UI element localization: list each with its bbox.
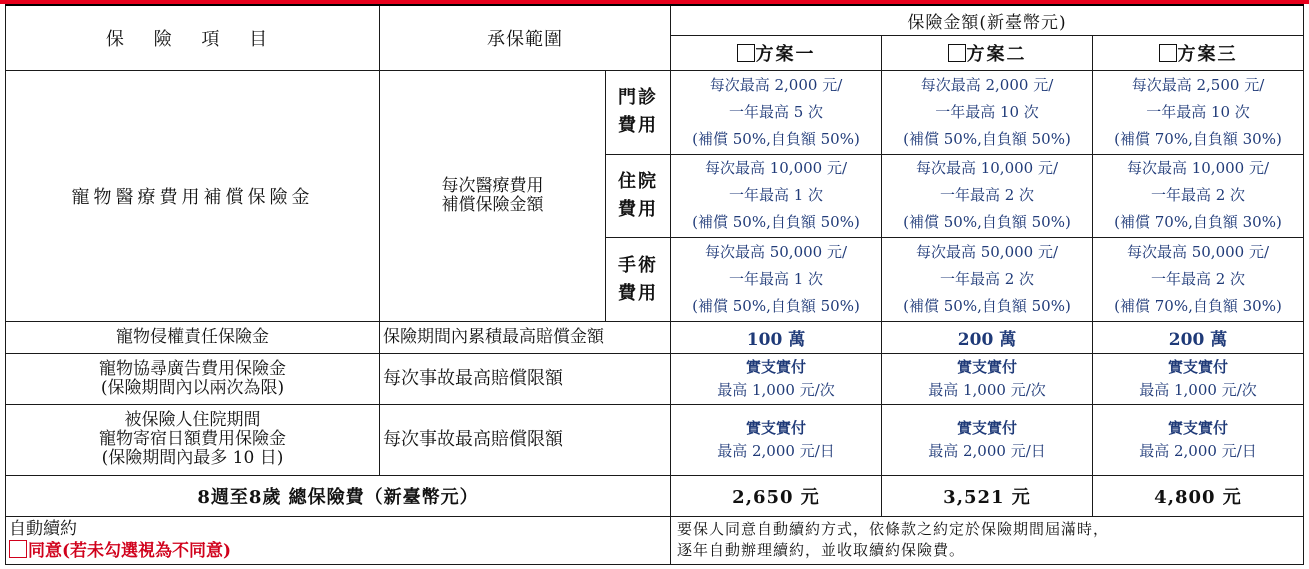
inpatient-label-line2: 費用 (618, 198, 658, 220)
checkbox-plan-2[interactable] (948, 44, 966, 62)
medical-outpatient-row (6, 70, 1304, 154)
plan-3-label: 方案三 (1177, 43, 1238, 65)
boarding-plan-3-line2: 最高 2,000 元/日 (1139, 441, 1257, 460)
surgery-plan-1-line1: 每次最高 50,000 元/ (704, 243, 848, 262)
inpatient-label-line1: 住院 (618, 170, 658, 192)
surgery-label-line1: 手術 (618, 254, 658, 276)
auto-renew-row (6, 516, 1304, 564)
surgery-label (606, 238, 671, 322)
outpatient-label (606, 70, 671, 154)
checkbox-plan-3[interactable] (1159, 44, 1177, 62)
search-ad-plan-3-line1: 實支實付 (1167, 357, 1228, 376)
outpatient-plan-3 (1093, 70, 1304, 154)
liability-item-name: 寵物侵權責任保險金 (6, 321, 380, 353)
search-ad-plan-1 (671, 353, 882, 404)
search-ad-item-name (6, 353, 380, 404)
inpatient-plan-2-line3: (補償 50%,自負額 50%) (903, 213, 1071, 232)
surgery-plan-2-line1: 每次最高 50,000 元/ (915, 243, 1059, 262)
outpatient-plan-3-line2: 一年最高 10 次 (1146, 102, 1250, 121)
inpatient-plan-3 (1093, 154, 1304, 238)
total-plan-1: 2,650 元 (671, 476, 882, 517)
surgery-plan-2 (882, 238, 1093, 322)
header-row (6, 5, 1304, 36)
boarding-plan-3 (1093, 404, 1304, 475)
plan-1-label: 方案一 (755, 43, 816, 65)
liability-plan-1: 100 萬 (671, 321, 882, 353)
boarding-plan-2 (882, 404, 1093, 475)
auto-renew-agree-option[interactable] (9, 540, 670, 562)
inpatient-plan-1 (671, 154, 882, 238)
auto-renew-cell (6, 516, 671, 564)
liability-plan-3: 200 萬 (1093, 321, 1304, 353)
outpatient-plan-2-line3: (補償 50%,自負額 50%) (903, 129, 1071, 148)
plan-2-option[interactable] (882, 36, 1093, 71)
liability-row (6, 321, 1304, 353)
header-amount-title: 保險金額(新臺幣元) (671, 5, 1304, 36)
boarding-row (6, 404, 1304, 475)
surgery-plan-2-line2: 一年最高 2 次 (939, 270, 1035, 289)
boarding-name-line1: 被保險人住院期間 (124, 410, 261, 431)
inpatient-plan-3-line3: (補償 70%,自負額 30%) (1114, 213, 1282, 232)
boarding-plan-1-line1: 實支實付 (745, 418, 806, 437)
checkbox-plan-1[interactable] (737, 44, 755, 62)
surgery-plan-2-line3: (補償 50%,自負額 50%) (903, 297, 1071, 316)
boarding-plan-1 (671, 404, 882, 475)
header-scope: 承保範圍 (380, 5, 671, 70)
surgery-plan-1-line2: 一年最高 1 次 (728, 270, 824, 289)
search-ad-plan-2 (882, 353, 1093, 404)
surgery-plan-3 (1093, 238, 1304, 322)
boarding-plan-3-line1: 實支實付 (1167, 418, 1228, 437)
medical-scope-line2: 補償保險金額 (441, 194, 544, 215)
search-ad-name-line1: 寵物協尋廣告費用保險金 (99, 358, 286, 379)
inpatient-plan-1-line1: 每次最高 10,000 元/ (704, 159, 848, 178)
inpatient-plan-3-line2: 一年最高 2 次 (1150, 186, 1246, 205)
boarding-plan-1-line2: 最高 2,000 元/日 (717, 441, 835, 460)
boarding-plan-2-line1: 實支實付 (956, 418, 1017, 437)
outpatient-plan-1 (671, 70, 882, 154)
header-item: 保 險 項 目 (6, 5, 380, 70)
medical-scope-line1: 每次醫療費用 (441, 175, 544, 196)
search-ad-plan-3-line2: 最高 1,000 元/次 (1139, 380, 1257, 399)
medical-item-name: 寵物醫療費用補償保險金 (6, 70, 380, 321)
search-ad-plan-3 (1093, 353, 1304, 404)
outpatient-plan-1-line1: 每次最高 2,000 元/ (709, 75, 843, 94)
outpatient-label-line2: 費用 (618, 115, 658, 137)
inpatient-plan-1-line2: 一年最高 1 次 (728, 186, 824, 205)
medical-scope (380, 70, 606, 321)
inpatient-plan-2 (882, 154, 1093, 238)
outpatient-plan-1-line3: (補償 50%,自負額 50%) (692, 129, 860, 148)
search-ad-name-line2: (保險期間內以兩次為限) (100, 377, 285, 398)
liability-plan-2: 200 萬 (882, 321, 1093, 353)
auto-renew-agree-label: 同意(若未勾選視為不同意) (28, 540, 232, 561)
boarding-name-line2: 寵物寄宿日額費用保險金 (99, 429, 286, 450)
search-ad-plan-2-line1: 實支實付 (956, 357, 1017, 376)
search-ad-row (6, 353, 1304, 404)
inpatient-label (606, 154, 671, 238)
surgery-plan-1 (671, 238, 882, 322)
inpatient-plan-2-line1: 每次最高 10,000 元/ (915, 159, 1059, 178)
auto-renew-desc-line1: 要保人同意自動續約方式，依條款之約定於保險期間屆滿時， (677, 520, 1110, 539)
outpatient-plan-2-line1: 每次最高 2,000 元/ (920, 75, 1054, 94)
plan-1-option[interactable] (671, 36, 882, 71)
surgery-plan-1-line3: (補償 50%,自負額 50%) (692, 297, 860, 316)
outpatient-plan-1-line2: 一年最高 5 次 (728, 102, 824, 121)
outpatient-plan-2-line2: 一年最高 10 次 (935, 102, 1039, 121)
total-plan-3: 4,800 元 (1093, 476, 1304, 517)
total-premium-label: 8週至8歲 總保險費（新臺幣元） (6, 476, 671, 517)
inpatient-plan-3-line1: 每次最高 10,000 元/ (1126, 159, 1270, 178)
checkbox-auto-renew[interactable] (9, 540, 27, 558)
outpatient-plan-3-line1: 每次最高 2,500 元/ (1131, 75, 1265, 94)
search-ad-scope: 每次事故最高賠償限額 (380, 353, 671, 404)
outpatient-plan-3-line3: (補償 70%,自負額 30%) (1114, 129, 1282, 148)
outpatient-label-line1: 門診 (618, 87, 658, 109)
surgery-label-line2: 費用 (618, 282, 658, 304)
plan-2-label: 方案二 (966, 43, 1027, 65)
auto-renew-desc-line2: 逐年自動辦理續約，並收取續約保險費。 (677, 541, 966, 560)
surgery-plan-3-line3: (補償 70%,自負額 30%) (1114, 297, 1282, 316)
auto-renew-description (671, 516, 1304, 564)
inpatient-plan-1-line3: (補償 50%,自負額 50%) (692, 213, 860, 232)
auto-renew-title: 自動續約 (9, 518, 77, 539)
plan-3-option[interactable] (1093, 36, 1304, 71)
boarding-plan-2-line2: 最高 2,000 元/日 (928, 441, 1046, 460)
search-ad-plan-1-line1: 實支實付 (745, 357, 806, 376)
total-plan-2: 3,521 元 (882, 476, 1093, 517)
surgery-plan-3-line1: 每次最高 50,000 元/ (1126, 243, 1270, 262)
outpatient-plan-2 (882, 70, 1093, 154)
total-premium-row (6, 476, 1304, 517)
search-ad-plan-2-line2: 最高 1,000 元/次 (928, 380, 1046, 399)
boarding-item-name (6, 404, 380, 475)
search-ad-plan-1-line2: 最高 1,000 元/次 (717, 380, 835, 399)
boarding-scope: 每次事故最高賠償限額 (380, 404, 671, 475)
insurance-plan-table (5, 4, 1304, 565)
boarding-name-line3: (保險期間內最多 10 日) (101, 448, 284, 469)
inpatient-plan-2-line2: 一年最高 2 次 (939, 186, 1035, 205)
surgery-plan-3-line2: 一年最高 2 次 (1150, 270, 1246, 289)
liability-scope: 保險期間內累積最高賠償金額 (380, 321, 671, 353)
